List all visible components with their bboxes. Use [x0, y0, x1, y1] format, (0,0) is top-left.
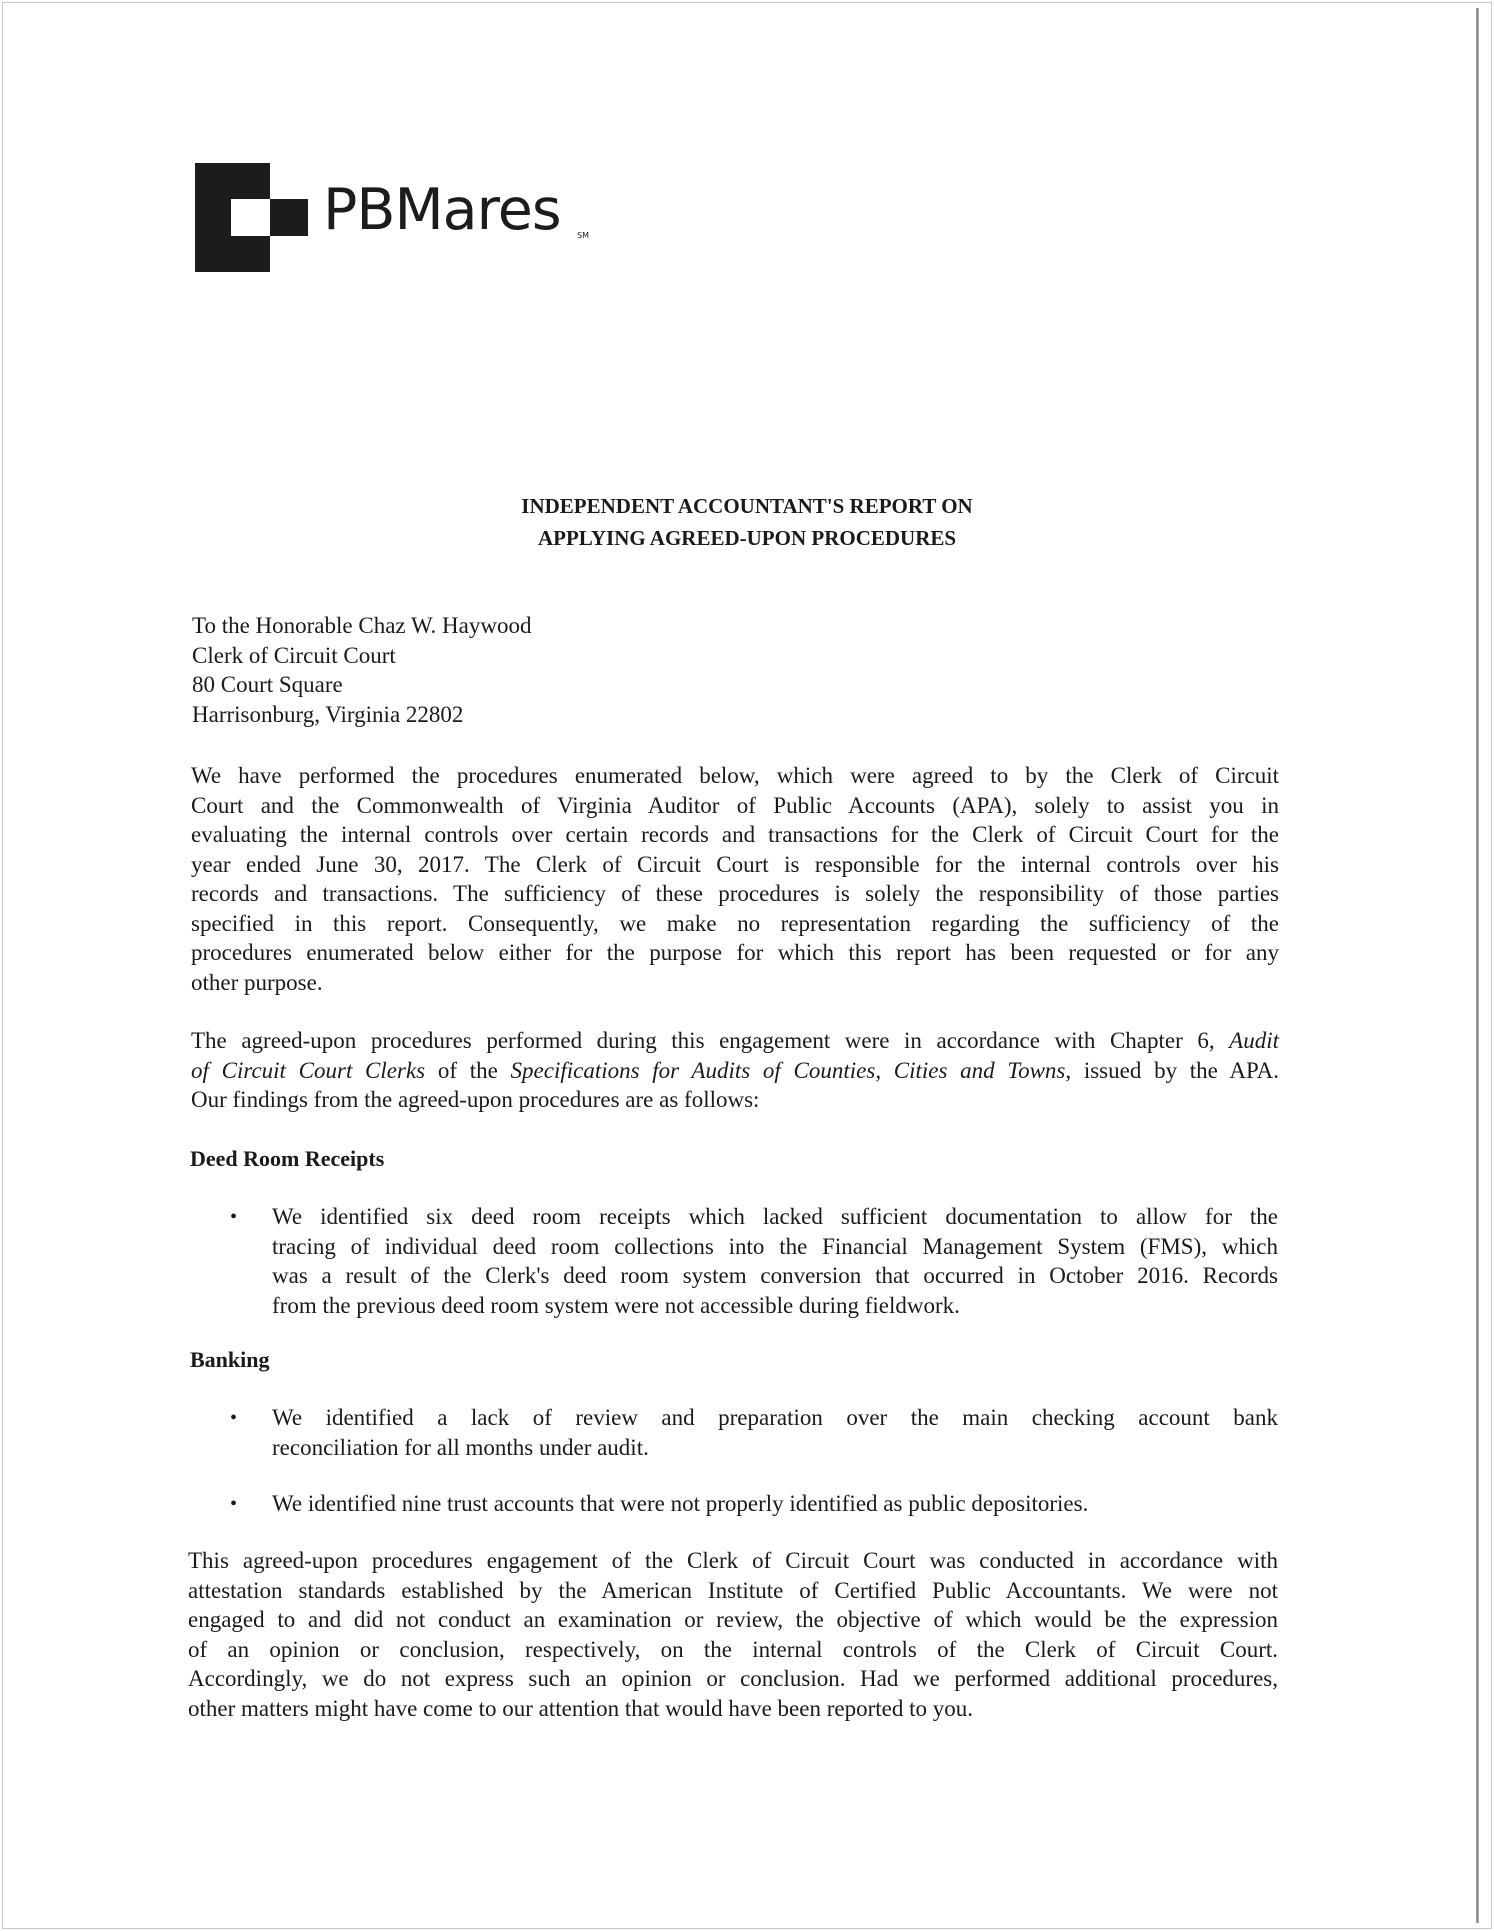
- text: The agreed-upon procedures performed during this engagement were in accordance with Chapter 6,: [191, 1028, 1230, 1053]
- text-line: [191, 1056, 1279, 1086]
- text-line: other matters might have come to our attention that would have been reported to you.: [188, 1695, 973, 1721]
- text: , issued by the APA.: [1065, 1057, 1279, 1083]
- report-title-line-2: APPLYING AGREED-UPON PROCEDURES: [537, 526, 957, 550]
- text-line: evaluating the internal controls over certain records and transactions for the Clerk of Circuit Court for the: [191, 822, 1279, 847]
- text-line: We identified six deed room receipts which lacked sufficient documentation to allow for the: [272, 1204, 1278, 1229]
- scan-edge: [1476, 8, 1479, 1923]
- banking-bullet-1: [272, 1403, 1278, 1462]
- text: of the: [425, 1057, 511, 1083]
- address-line: Harrisonburg, Virginia 22802: [192, 701, 464, 727]
- address-block: [192, 611, 532, 729]
- section-heading-deed-room: Deed Room Receipts: [190, 1146, 385, 1171]
- text-line: [191, 1026, 1279, 1056]
- bullet-icon: •: [230, 1493, 238, 1515]
- text-line: We have performed the procedures enumerated below, which were agreed to by the Clerk of Circuit: [191, 763, 1279, 788]
- bullet-icon: •: [230, 1407, 238, 1429]
- text-line: tracing of individual deed room collections into the Financial Management System (FMS), which: [272, 1233, 1278, 1259]
- text-line: Accordingly, we do not express such an opinion or conclusion. Had we performed additional procedures,: [188, 1666, 1278, 1691]
- address-line: To the Honorable Chaz W. Haywood: [192, 613, 532, 638]
- italic-text: of Circuit Court Clerks: [191, 1057, 426, 1083]
- text-line: was a result of the Clerk's deed room system conversion that occurred in October 2016. Records: [272, 1263, 1278, 1288]
- text-line: specified in this report. Consequently, we make no representation regarding the sufficiency of the: [191, 910, 1279, 936]
- italic-text: Specifications for Audits of Counties, Cities and Towns: [510, 1057, 1066, 1083]
- text-line: engaged to and did not conduct an examination or review, the objective of which would be the expression: [188, 1607, 1278, 1632]
- section-heading-banking: Banking: [190, 1347, 270, 1372]
- text-line: other purpose.: [191, 969, 323, 995]
- report-title-line-1: INDEPENDENT ACCOUNTANT'S REPORT ON: [521, 494, 973, 518]
- text-line: year ended June 30, 2017. The Clerk of Circuit Court is responsible for the internal controls over his: [191, 851, 1279, 877]
- text-line: This agreed-upon procedures engagement of the Clerk of Circuit Court was conducted in accordance with: [188, 1548, 1278, 1573]
- logo-service-mark: SM: [577, 231, 589, 240]
- text-line: We identified a lack of review and preparation over the main checking account bank: [272, 1405, 1278, 1430]
- address-line: Clerk of Circuit Court: [192, 642, 396, 668]
- logo-text: PBMares: [323, 177, 561, 243]
- address-line: 80 Court Square: [192, 672, 343, 697]
- text-line: attestation standards established by the American Institute of Certified Public Accountants. We were not: [188, 1577, 1278, 1603]
- banking-bullet-2: [272, 1489, 1278, 1519]
- closing-paragraph: [188, 1546, 1278, 1723]
- text-line: procedures enumerated below either for the purpose for which this report has been requested or for any: [191, 940, 1279, 965]
- text-line: We identified nine trust accounts that were not properly identified as public depositories.: [272, 1491, 1089, 1516]
- bullet-icon: •: [230, 1206, 238, 1228]
- text-line: reconciliation for all months under audit.: [272, 1434, 649, 1460]
- deed-room-bullet: [272, 1202, 1278, 1320]
- text-line: records and transactions. The sufficiency of these procedures is solely the responsibility of those parties: [191, 881, 1279, 906]
- text-line: Our findings from the agreed-upon procedures are as follows:: [191, 1087, 760, 1112]
- procedures-paragraph: [191, 1026, 1279, 1115]
- text-line: of an opinion or conclusion, respectively, on the internal controls of the Clerk of Circuit Court.: [188, 1636, 1278, 1662]
- text-line: Court and the Commonwealth of Virginia Auditor of Public Accounts (APA), solely to assist you in: [191, 792, 1279, 818]
- text-line: from the previous deed room system were not accessible during fieldwork.: [272, 1292, 960, 1318]
- intro-paragraph: [191, 761, 1279, 997]
- italic-text: Audit: [1229, 1028, 1279, 1053]
- pbmares-logo: [195, 163, 595, 275]
